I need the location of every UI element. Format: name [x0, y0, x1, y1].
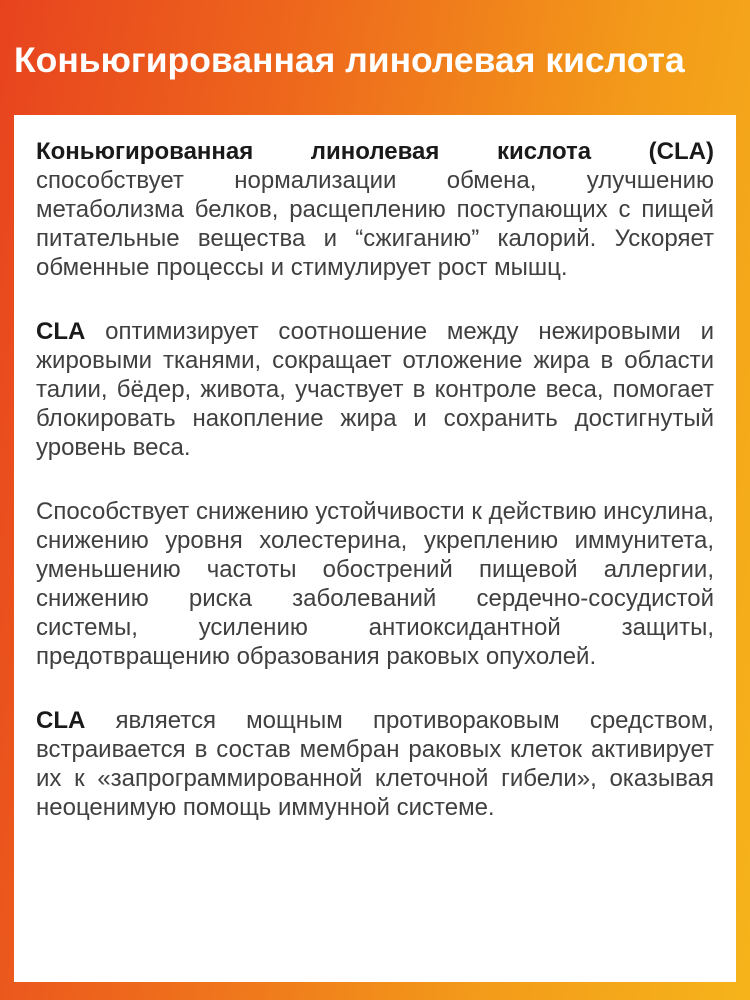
paragraph-cla-weight — [36, 317, 714, 462]
paragraph-text: является мощным противораковым средством, встраивается в состав мембран раковых клеток активирует их к «запрограммированной клеточной гибели», оказывая неоценимую помощь иммунной системе. — [36, 707, 714, 821]
description-card — [14, 115, 736, 982]
paragraph-health-benefits — [36, 497, 714, 671]
paragraph-cla-intro — [36, 137, 714, 282]
paragraph-text: оптимизирует соотношение между нежировыми и жировыми тканями, сокращает отложение жира в области талии, бёдер, живота, участвует в контроле веса, помогает блокировать накопление жира и сохранить достигнутый уровень веса. — [36, 318, 714, 461]
paragraph-lead: CLA — [36, 707, 86, 734]
paragraph-text: способствует нормализации обмена, улучшению метаболизма белков, расщеплению поступающих с пищей питательные вещества и “сжиганию” калорий. Ускоряет обменные процессы и стимулирует рост мышц. — [36, 167, 714, 281]
paragraph-text: Способствует снижению устойчивости к действию инсулина, снижению уровня холестерина, укреплению иммунитета, уменьшению частоты обострений пищевой аллергии, снижению риска заболеваний сердечно-сосудистой системы, усилению антиоксидантной защиты, предотвращению образования раковых опухолей. — [36, 498, 714, 670]
paragraph-cla-anticancer — [36, 706, 714, 822]
paragraph-lead: Коньюгированная линолевая кислота (CLA) — [36, 138, 714, 165]
page-title: Коньюгированная линолевая кислота — [14, 40, 685, 80]
paragraph-lead: CLA — [36, 318, 86, 345]
